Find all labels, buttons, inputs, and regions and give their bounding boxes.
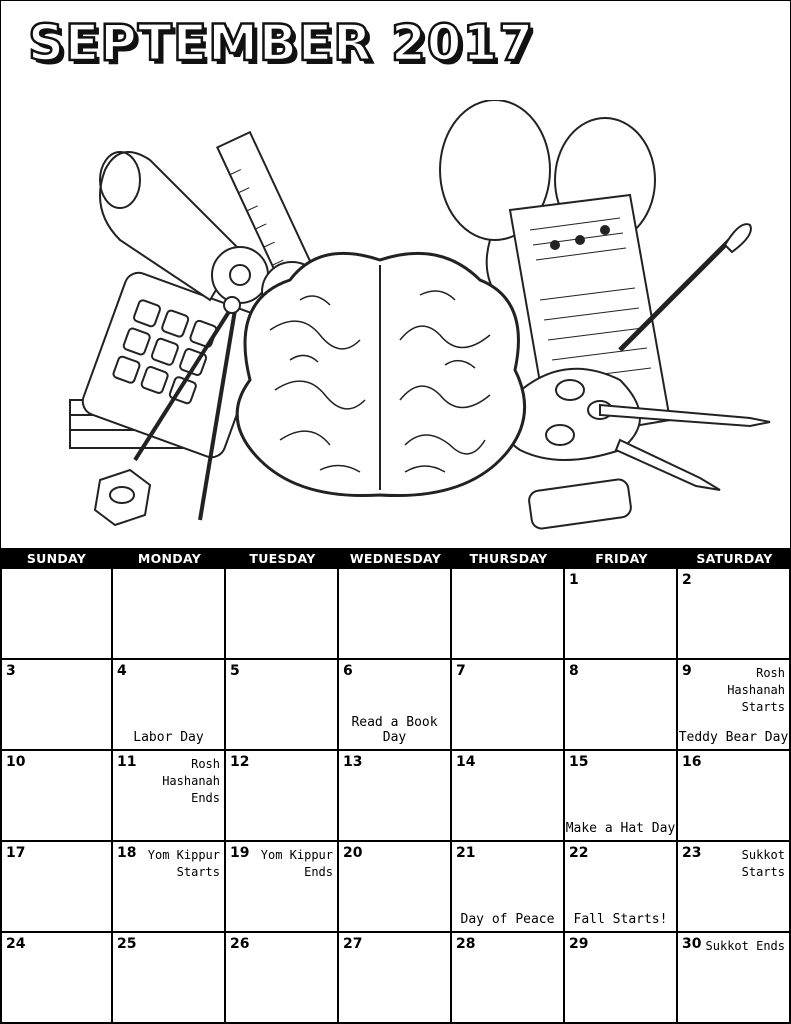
day-number: 25	[117, 936, 137, 952]
event-label: Fall Starts!	[573, 912, 668, 927]
day-cell	[226, 569, 339, 660]
event-label: Teddy Bear Day	[678, 730, 789, 745]
day-number: 16	[682, 754, 702, 770]
event-label: Day of Peace	[460, 912, 555, 927]
day-number: 20	[343, 845, 363, 861]
weekday-saturday: SATURDAY	[696, 551, 773, 566]
day-cell	[339, 751, 452, 842]
day-cell	[113, 660, 226, 751]
day-cell	[226, 933, 339, 1024]
day-cell	[678, 842, 791, 933]
day-cell	[339, 842, 452, 933]
day-number: 7	[456, 663, 466, 679]
day-number: 18	[117, 845, 137, 861]
day-cell	[678, 933, 791, 1024]
day-cell	[565, 751, 678, 842]
weekday-friday: FRIDAY	[595, 551, 648, 566]
day-number: 28	[456, 936, 476, 952]
day-cell	[452, 842, 565, 933]
weekday-sunday: SUNDAY	[26, 551, 87, 566]
day-number: 30	[682, 936, 702, 952]
pencil-icon	[600, 405, 770, 490]
day-number: 3	[6, 663, 16, 679]
day-cell	[565, 842, 678, 933]
event-label: Yom Kippur Ends	[260, 848, 333, 879]
event-label: Yom Kippur Starts	[147, 848, 220, 879]
day-cell	[226, 842, 339, 933]
event-label: Labor Day	[133, 730, 204, 745]
day-number: 11	[117, 754, 137, 770]
day-cell	[113, 933, 226, 1024]
day-number: 22	[569, 845, 589, 861]
day-cell	[339, 933, 452, 1024]
day-number: 24	[6, 936, 26, 952]
day-cell	[678, 569, 791, 660]
day-number: 26	[230, 936, 250, 952]
event-label: Rosh Hashanah Ends	[162, 757, 220, 805]
day-cell	[678, 751, 791, 842]
eraser-icon	[528, 478, 632, 530]
day-cell	[565, 569, 678, 660]
event-label: Make a Hat Day	[565, 821, 676, 836]
event-label: Read a Book Day	[351, 715, 438, 745]
day-number: 12	[230, 754, 250, 770]
day-number: 5	[230, 663, 240, 679]
hex-nut-icon	[95, 470, 150, 525]
day-cell	[226, 660, 339, 751]
weekday-wednesday: WEDNESDAY	[349, 551, 442, 566]
weekday-thursday: THURSDAY	[469, 551, 548, 566]
day-number: 17	[6, 845, 26, 861]
calendar-title: SEPTEMBER 2017	[28, 14, 535, 72]
event-label: Sukkot Ends	[705, 939, 785, 953]
event-label: Rosh Hashanah Starts	[727, 666, 785, 714]
day-number: 6	[343, 663, 353, 679]
day-cell	[0, 842, 113, 933]
day-cell	[0, 569, 113, 660]
day-number: 27	[343, 936, 363, 952]
event-label: Sukkot Starts	[741, 848, 785, 879]
day-number: 1	[569, 572, 579, 588]
day-number: 4	[117, 663, 127, 679]
day-cell	[678, 660, 791, 751]
day-cell	[339, 660, 452, 751]
day-cell	[565, 933, 678, 1024]
day-number: 14	[456, 754, 476, 770]
day-number: 2	[682, 572, 692, 588]
day-cell	[452, 660, 565, 751]
weekday-tuesday: TUESDAY	[249, 551, 316, 566]
day-number: 8	[569, 663, 579, 679]
weekday-header	[0, 548, 791, 569]
day-cell	[339, 569, 452, 660]
brain-icon	[237, 253, 524, 495]
day-cell	[452, 569, 565, 660]
day-cell	[0, 751, 113, 842]
school-supplies-illustration	[60, 100, 780, 540]
day-number: 10	[6, 754, 26, 770]
day-number: 9	[682, 663, 692, 679]
day-cell	[0, 660, 113, 751]
day-cell	[452, 751, 565, 842]
day-cell	[452, 933, 565, 1024]
calendar-grid	[0, 569, 791, 1024]
day-number: 15	[569, 754, 589, 770]
day-cell	[565, 660, 678, 751]
day-number: 19	[230, 845, 250, 861]
day-cell	[113, 842, 226, 933]
day-number: 21	[456, 845, 476, 861]
day-cell	[113, 751, 226, 842]
day-number: 13	[343, 754, 363, 770]
day-cell	[113, 569, 226, 660]
day-number: 29	[569, 936, 589, 952]
day-number: 23	[682, 845, 702, 861]
day-cell	[0, 933, 113, 1024]
weekday-monday: MONDAY	[137, 551, 202, 566]
day-cell	[226, 751, 339, 842]
